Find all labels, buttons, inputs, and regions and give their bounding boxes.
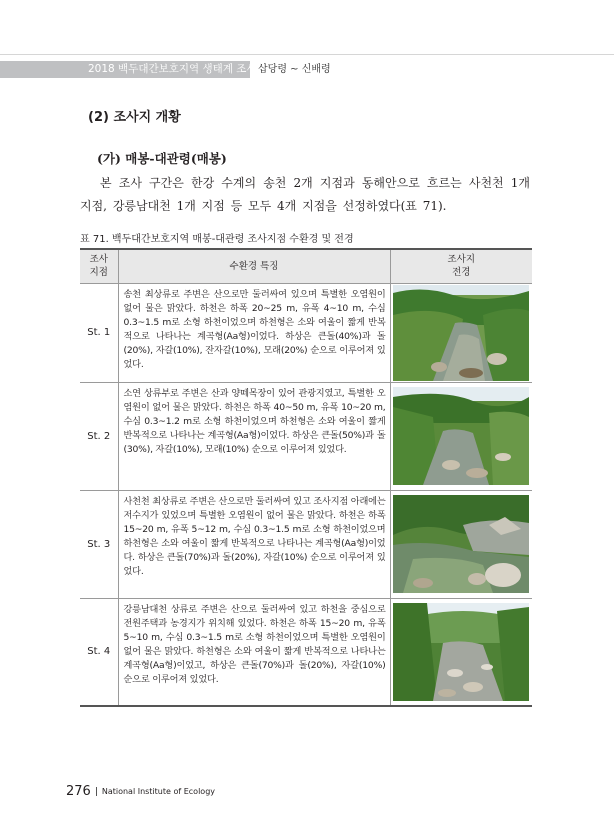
body-paragraph: 본 조사 구간은 한강 수계의 송천 2개 지점과 동해안으로 흐르는 사천천 1개 지점, 강릉남대천 1개 지점 등 모두 4개 지점을 선정하였다(표 71).: [80, 176, 530, 213]
stream-photo-image: [393, 495, 529, 593]
footer-divider: [96, 787, 97, 796]
stream-photo-image: [393, 285, 529, 381]
table-header-row: [80, 249, 532, 283]
site-description: 송천 최상류로 주변은 산으로만 둘러싸여 있으며 특별한 오염원이 없어 물은 맑았다. 하천은 하폭 20~25 m, 유폭 4~10 m, 수심 0.3~1.5 m로 소형 하천이었으며 하천형은 소와 여울이 짧게 반복적으로 나타나는 계곡형(Aa형)이었다. 하상은 큰돌(40%)과 돌(20%), 자갈(10%), 잔자갈(10%), 모래(20%) 순으로 이루어져 있었다.: [118, 283, 390, 382]
running-header-section: 삽당령 ~ 신배령: [258, 64, 331, 75]
stream-photo-image: [393, 603, 529, 701]
header-site: 조사 지점: [80, 249, 118, 283]
site-photo: [390, 598, 532, 706]
site-photo: [390, 490, 532, 598]
site-label: St. 2: [80, 382, 118, 490]
subsection-title: (가) 매봉-대관령(매봉): [97, 151, 227, 166]
running-header-title: 2018 백두대간보호지역 생태계 조사: [88, 63, 257, 75]
survey-site-table: [80, 248, 532, 707]
header-photo: 조사지 전경: [390, 249, 532, 283]
site-description: 사천천 최상류로 주변은 산으로만 둘러싸여 있고 조사지점 아래에는 저수지가 있었으며 특별한 오염원이 없어 물은 맑았다. 하천은 하폭 15~20 m, 유폭 5~12 m, 수심 0.3~1.5 m로 소형 하천이었으며 하천형은 소와 여울이 짧게 반복적으로 나타나는 계곡형(Aa형)이었다. 하상은 큰돌(70%)과 돌(20%), 자갈(10%) 순으로 이루어져 있었다.: [118, 490, 390, 598]
table-row: [80, 283, 532, 382]
table-row: [80, 382, 532, 490]
site-description: 강릉남대천 상류로 주변은 산으로 둘러싸여 있고 하천을 중심으로 전원주택과 농경지가 위치해 있었다. 하천은 하폭 15~20 m, 유폭 5~10 m, 수심 0.3~1.5 m로 소형 하천이었으며 특별한 오염원이 없어 물은 맑았다. 하천형은 소와 여울이 짧게 반복적으로 나타나는 계곡형(Aa형)이었고, 하상은 큰돌(70%)과 돌(20%), 자갈(10%) 순으로 이루어져 있었다.: [118, 598, 390, 706]
table-caption: 표 71. 백두대간보호지역 매봉-대관령 조사지점 수환경 및 전경: [80, 234, 354, 245]
site-photo: [390, 283, 532, 382]
stream-photo-image: [393, 387, 529, 485]
header-rule: [0, 54, 614, 55]
table-row: [80, 490, 532, 598]
site-label: St. 3: [80, 490, 118, 598]
site-label: St. 1: [80, 283, 118, 382]
page-number: 276: [66, 784, 91, 799]
footer-organization: National Institute of Ecology: [101, 787, 216, 796]
header-features: 수환경 특징: [118, 249, 390, 283]
section-title: (2) 조사지 개황: [88, 110, 181, 125]
site-description: 소연 상류부로 주변은 산과 양떼목장이 있어 관광지였고, 특별한 오염원이 없어 물은 맑았다. 하천은 하폭 40~50 m, 유폭 10~20 m, 수심 0.3~1.2 m로 소형 하천이었으며 하천형은 소와 여울이 짧게 반복적으로 나타나는 계곡형(Aa형)이었다. 하상은 큰돌(50%)과 돌(30%), 자갈(10%), 모래(10%) 순으로 이루어져 있었다.: [118, 382, 390, 490]
site-photo: [390, 382, 532, 490]
site-label: St. 4: [80, 598, 118, 706]
table-row: [80, 598, 532, 706]
page-footer: [66, 781, 215, 800]
